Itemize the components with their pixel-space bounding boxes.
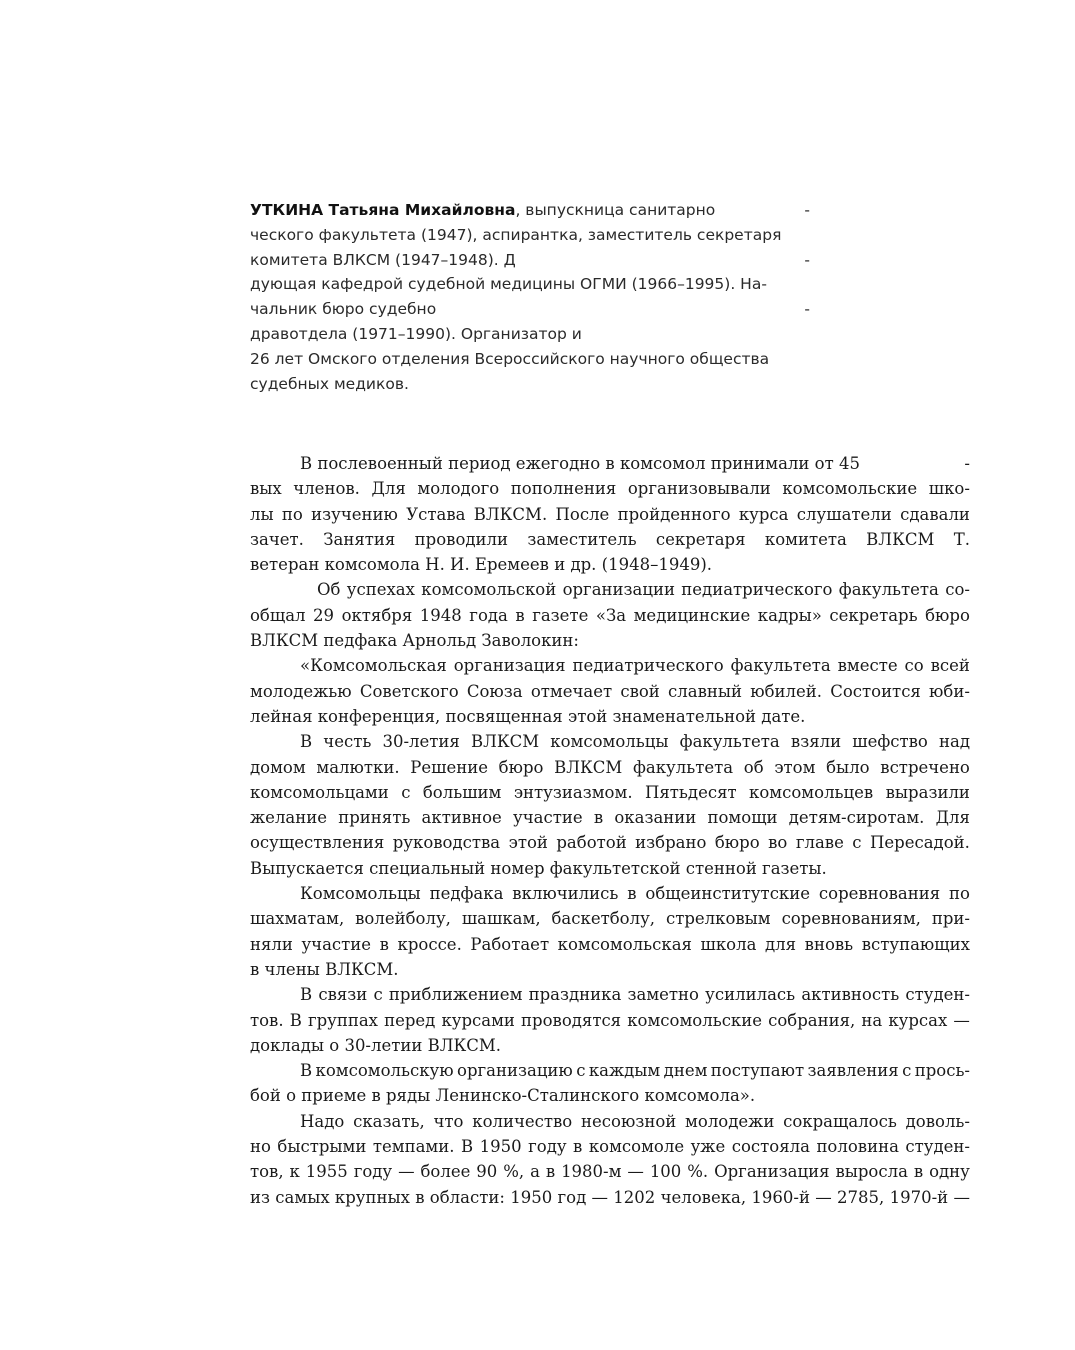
word: октября	[341, 605, 413, 625]
word: ВЛКСМ.	[473, 504, 548, 524]
hyphen-mark: -	[804, 201, 810, 219]
word: вых	[250, 479, 282, 499]
word: кроссе.	[397, 934, 462, 954]
word: году	[528, 1137, 567, 1157]
bio-text: комитета ВЛКСМ (1947–1948). Д	[250, 250, 516, 269]
word: желание	[250, 808, 328, 828]
word: ВЛКСМ	[470, 732, 540, 752]
text-line	[250, 1083, 970, 1108]
word: участие	[301, 934, 372, 954]
word: группах	[307, 1010, 378, 1030]
text-line	[250, 780, 970, 805]
word: зачет.	[250, 529, 304, 549]
text-line	[250, 1159, 970, 1184]
word: со-	[945, 580, 970, 600]
word: Пятьдесят	[645, 782, 737, 802]
word: Занятия	[323, 529, 396, 549]
hyphen-mark: -	[804, 250, 810, 269]
text-line	[250, 1033, 970, 1058]
word: выразили	[885, 782, 970, 802]
word: детям-сиротам.	[788, 808, 925, 828]
word: молодежью	[250, 681, 352, 701]
biography-note	[250, 198, 810, 396]
word: этой	[508, 833, 548, 853]
word: включились	[512, 884, 619, 904]
word: членов.	[293, 479, 360, 499]
word: курса	[738, 504, 789, 524]
word: более	[420, 1162, 471, 1182]
word: всей	[930, 656, 970, 676]
text-line	[250, 1058, 970, 1083]
word: перед	[384, 1010, 436, 1030]
word: проводятся	[521, 1010, 622, 1030]
text-line	[250, 932, 970, 957]
word: взяли	[790, 732, 842, 752]
line-text: Выпускается специальный номер факультетской стенной газеты.	[250, 858, 827, 878]
word: бюро	[498, 757, 544, 777]
word: слушатели	[796, 504, 892, 524]
line-text: в члены ВЛКСМ.	[250, 959, 399, 979]
line-text: бой о приеме в ряды Ленинско-Сталинского комсомола».	[250, 1086, 756, 1106]
text-line	[250, 451, 970, 476]
word: сокращалось	[783, 1111, 897, 1131]
word: осуществления	[250, 833, 385, 853]
word: В	[461, 1137, 474, 1157]
word: в	[415, 1187, 425, 1207]
word: связи	[318, 985, 368, 1005]
line-text: лейная конференция, посвященная этой знаменательной дате.	[250, 706, 806, 726]
word: при-	[931, 909, 970, 929]
word: организация	[453, 656, 566, 676]
word: общеинститутские	[645, 884, 811, 904]
word: Об	[317, 580, 341, 600]
word: Устава	[406, 504, 466, 524]
bio-text: судебных медиков.	[250, 374, 409, 393]
word: количество	[472, 1111, 573, 1131]
bio-line	[250, 322, 810, 347]
word: В	[289, 1010, 302, 1030]
word: в	[379, 934, 389, 954]
text-line	[250, 552, 970, 577]
word: юбилей.	[750, 681, 822, 701]
word: главе	[795, 833, 844, 853]
word: 2785,	[837, 1187, 885, 1207]
word: тов.	[250, 1010, 284, 1030]
word: славный	[668, 681, 742, 701]
text-line	[250, 830, 970, 855]
word: большим	[422, 782, 502, 802]
word: помощи	[707, 808, 778, 828]
word: факультета	[679, 732, 780, 752]
word: тов,	[250, 1162, 284, 1182]
bio-text: дравотдела (1971–1990). Организатор и	[250, 324, 582, 343]
word: об	[743, 757, 764, 777]
word: состояла	[731, 1137, 810, 1157]
word: праздника	[528, 985, 622, 1005]
word: секретарь	[829, 605, 918, 625]
word: соревнованиям,	[781, 909, 921, 929]
word: человека,	[660, 1187, 747, 1207]
word: над	[939, 732, 970, 752]
text-line	[250, 805, 970, 830]
word: «Комсомольская	[300, 656, 447, 676]
word: Для	[935, 808, 970, 828]
word: принять	[338, 808, 411, 828]
word: вступающих	[861, 934, 970, 954]
word: было	[826, 757, 870, 777]
word: половина	[816, 1137, 899, 1157]
word: студен-	[905, 985, 970, 1005]
word: курсами	[441, 1010, 515, 1030]
bio-line	[250, 297, 810, 322]
word: темпами.	[372, 1137, 455, 1157]
word: в	[593, 808, 604, 828]
word: 1970-й	[889, 1187, 949, 1207]
word: шефство	[852, 732, 928, 752]
bio-line	[250, 372, 810, 397]
word: 1950	[479, 1137, 522, 1157]
word: 1202	[613, 1187, 656, 1207]
text-line	[250, 527, 970, 552]
word: одну	[929, 1162, 970, 1182]
word: честь	[323, 732, 372, 752]
line-text: В послевоенный период ежегодно в комсомол принимали от 45	[300, 454, 860, 473]
text-line	[250, 906, 970, 931]
word: комсомольские	[627, 1010, 763, 1030]
word: В	[300, 1061, 313, 1081]
word: уже	[690, 1137, 726, 1157]
word: энтузиазмом.	[513, 782, 633, 802]
bio-text: чальник бюро судебно	[250, 300, 437, 319]
word: —	[398, 1162, 415, 1182]
word: —	[627, 1162, 644, 1182]
word: шахматам,	[250, 909, 345, 929]
word: Организация	[714, 1162, 830, 1182]
word: лы	[250, 504, 274, 524]
word: ВЛКСМ	[866, 529, 935, 549]
word: из	[250, 1187, 270, 1207]
word: комсомольцами	[250, 782, 389, 802]
main-text	[250, 451, 970, 1210]
text-line	[250, 1109, 970, 1134]
word: по	[949, 884, 970, 904]
text-line	[250, 881, 970, 906]
bio-text: 26 лет Омского отделения Всероссийского научного общества	[250, 349, 770, 368]
word: студен-	[905, 1137, 970, 1157]
word: с	[401, 782, 411, 802]
word: школа	[700, 934, 757, 954]
bio-line	[250, 347, 810, 372]
word: оказании	[614, 808, 697, 828]
word: стрелковым	[665, 909, 771, 929]
word: свой	[620, 681, 660, 701]
word: изучению	[311, 504, 398, 524]
word: комсомольскую	[315, 1061, 454, 1081]
word: молодежи	[685, 1111, 775, 1131]
word: комсомольская	[557, 934, 692, 954]
word: собрания,	[768, 1010, 856, 1030]
word: %,	[503, 1162, 525, 1182]
word: проводили	[414, 529, 509, 549]
word: комитета	[764, 529, 847, 549]
word: баскетболу,	[551, 909, 656, 929]
word: 1960-й	[751, 1187, 810, 1207]
word: избрано	[635, 833, 707, 853]
word: заметно	[627, 985, 699, 1005]
word: медицинские	[633, 605, 751, 625]
word: вместе	[837, 656, 898, 676]
word: а	[530, 1162, 540, 1182]
word: соревнования	[818, 884, 941, 904]
word: самых	[275, 1187, 330, 1207]
word: в	[913, 1162, 924, 1182]
word: заявления	[807, 1061, 899, 1081]
hyphen-mark: -	[964, 454, 970, 473]
word: заместитель	[527, 529, 637, 549]
word: факультета	[632, 757, 734, 777]
word: %.	[687, 1162, 709, 1182]
bio-line	[250, 248, 810, 273]
word: юби-	[929, 681, 970, 701]
word: встречено	[880, 757, 970, 777]
word: сдавали	[900, 504, 970, 524]
text-line	[250, 603, 970, 628]
word: В	[300, 985, 313, 1005]
word: успехах	[346, 580, 415, 600]
word: в	[515, 605, 525, 625]
word: молодого	[417, 479, 500, 499]
word: отмечает	[530, 681, 613, 701]
word: Советского	[359, 681, 459, 701]
word: Для	[371, 479, 406, 499]
text-line	[250, 502, 970, 527]
word: на	[861, 1010, 883, 1030]
word: 30-летия	[382, 732, 460, 752]
bio-line	[250, 198, 810, 223]
line-text: доклады о 30-летии ВЛКСМ.	[250, 1035, 502, 1055]
word: быстрыми	[277, 1137, 367, 1157]
word: пройденного	[617, 504, 731, 524]
bio-text: дующая кафедрой судебной медицины ОГМИ (1966–1995). На-	[250, 275, 767, 294]
text-line	[250, 957, 970, 982]
word: пополнения	[510, 479, 617, 499]
word: педфака	[429, 884, 504, 904]
word: секретаря	[655, 529, 746, 549]
word: Решение	[410, 757, 488, 777]
word: курсах	[888, 1010, 948, 1030]
word: участие	[513, 808, 583, 828]
word: поступают	[710, 1061, 805, 1081]
word: года	[469, 605, 508, 625]
word: 1950	[510, 1187, 553, 1207]
word: бюро	[925, 605, 970, 625]
word: со	[904, 656, 924, 676]
text-line	[250, 856, 970, 881]
word: 100	[649, 1162, 682, 1182]
word: 29	[313, 605, 335, 625]
word: После	[555, 504, 610, 524]
word: педиатрического	[681, 580, 833, 600]
word: что	[433, 1111, 464, 1131]
bio-line	[250, 272, 810, 297]
word: Состоится	[830, 681, 921, 701]
word: в	[545, 1162, 556, 1182]
word: организации	[562, 580, 675, 600]
word: днем	[663, 1061, 708, 1081]
word: общал	[250, 605, 306, 625]
word: для	[765, 934, 797, 954]
text-line	[250, 982, 970, 1007]
hyphen-mark: -	[804, 300, 810, 319]
word: доволь-	[905, 1111, 970, 1131]
word: комсомольской	[421, 580, 557, 600]
word: 1980-м	[561, 1162, 622, 1182]
word: руководства	[392, 833, 501, 853]
word: в	[627, 884, 637, 904]
word: кадры»	[757, 605, 822, 625]
word: вновь	[804, 934, 854, 954]
word: факультета	[838, 580, 939, 600]
word: Пересадой.	[870, 833, 970, 853]
text-line	[250, 729, 970, 754]
word: несоюзной	[581, 1111, 677, 1131]
word: году	[353, 1162, 393, 1182]
word: год	[557, 1187, 587, 1207]
word: Союза	[466, 681, 523, 701]
text-line	[250, 653, 970, 678]
word: няли	[250, 934, 293, 954]
word: с	[576, 1061, 586, 1081]
word: Надо	[300, 1111, 345, 1131]
word: крупных	[334, 1187, 410, 1207]
word: области:	[429, 1187, 505, 1207]
word: усилилась	[705, 985, 796, 1005]
word: по	[281, 504, 303, 524]
word: комсомольцы	[550, 732, 669, 752]
text-line	[250, 577, 970, 602]
word: шашкам,	[461, 909, 541, 929]
word: факультета	[730, 656, 831, 676]
word: газете	[532, 605, 589, 625]
word: ВЛКСМ	[554, 757, 623, 777]
person-name: УТКИНА Татьяна Михайловна	[250, 201, 516, 219]
word: домом	[250, 757, 306, 777]
word: этом	[774, 757, 816, 777]
word: активное	[421, 808, 502, 828]
word: «За	[595, 605, 627, 625]
word: с	[852, 833, 862, 853]
word: активность	[801, 985, 900, 1005]
word: —	[815, 1187, 832, 1207]
word: с	[373, 985, 383, 1005]
word: комсомоле	[588, 1137, 685, 1157]
word: Комсомольцы	[300, 884, 421, 904]
word: выросла	[835, 1162, 908, 1182]
word: каждым	[588, 1061, 661, 1081]
word: Т.	[953, 529, 970, 549]
word: волейболу,	[355, 909, 451, 929]
word: прось-	[914, 1061, 970, 1081]
word: организацию	[457, 1061, 573, 1081]
text-line	[250, 679, 970, 704]
word: —	[953, 1187, 970, 1207]
text-line	[250, 1185, 970, 1210]
word: шко-	[928, 479, 970, 499]
word: в	[573, 1137, 583, 1157]
word: во	[768, 833, 788, 853]
word: приближением	[388, 985, 523, 1005]
word: комсомольцев	[749, 782, 874, 802]
text-line	[250, 1134, 970, 1159]
line-text: ВЛКСМ педфака Арнольд Заволокин:	[250, 631, 579, 651]
word: бюро	[714, 833, 760, 853]
bio-line	[250, 223, 810, 248]
word: к	[289, 1162, 300, 1182]
word: малютки.	[316, 757, 400, 777]
text-line	[250, 476, 970, 501]
word: 90	[476, 1162, 498, 1182]
word: —	[953, 1010, 970, 1030]
word: но	[250, 1137, 271, 1157]
word: педиатрического	[572, 656, 724, 676]
line-text: ветеран комсомола Н. И. Еремеев и др. (1948–1949).	[250, 555, 713, 575]
bio-text: ческого факультета (1947), аспирантка, заместитель секретаря	[250, 225, 782, 244]
word: 1955	[305, 1162, 348, 1182]
word: сказать,	[353, 1111, 425, 1131]
word: организовывали	[627, 479, 771, 499]
word: —	[591, 1187, 609, 1207]
text-line	[250, 755, 970, 780]
word: комсомольские	[782, 479, 918, 499]
bio-text: , выпускница санитарно	[515, 201, 716, 219]
word: 1948	[419, 605, 462, 625]
word: Работает	[470, 934, 550, 954]
text-line	[250, 1008, 970, 1033]
text-line	[250, 704, 970, 729]
word: работой	[556, 833, 627, 853]
text-line	[250, 628, 970, 653]
word: В	[300, 732, 313, 752]
word: с	[902, 1061, 912, 1081]
